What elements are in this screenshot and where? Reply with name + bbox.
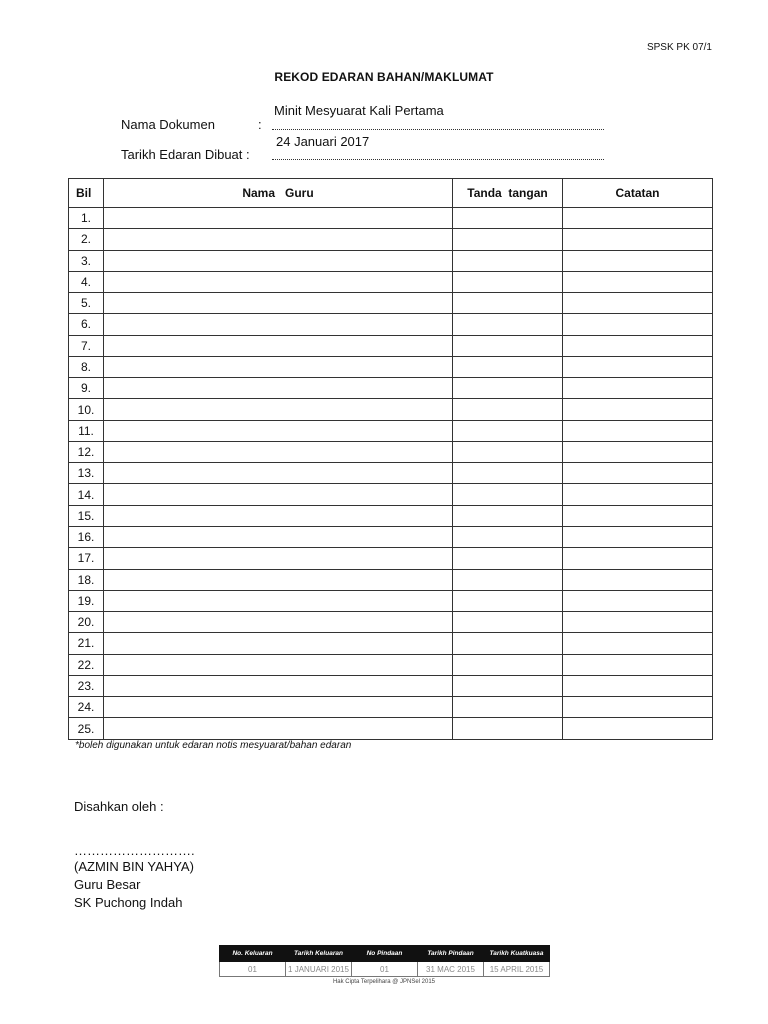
catatan-cell[interactable]: [563, 484, 713, 505]
catatan-cell[interactable]: [563, 675, 713, 696]
catatan-cell[interactable]: [563, 229, 713, 250]
document-name-value: Minit Mesyuarat Kali Pertama: [274, 103, 444, 118]
row-number: 22.: [69, 654, 104, 675]
row-number: 4.: [69, 271, 104, 292]
tanda-tangan-cell[interactable]: [453, 654, 563, 675]
tanda-tangan-cell[interactable]: [453, 250, 563, 271]
rev-tarikh-keluaran: 1 JANUARI 2015: [286, 962, 352, 977]
header-bil: Bil: [69, 179, 104, 208]
copyright: Hak Cipta Terpelihara @ JPNSel 2015: [332, 979, 436, 985]
table-row: [69, 335, 713, 356]
table-row: [69, 526, 713, 547]
table-header-row: [69, 179, 713, 208]
table-row: [69, 463, 713, 484]
nama-guru-cell[interactable]: [104, 548, 453, 569]
nama-guru-cell[interactable]: [104, 229, 453, 250]
document-name-line: [272, 129, 604, 130]
row-number: 12.: [69, 441, 104, 462]
tanda-tangan-cell[interactable]: [453, 569, 563, 590]
rev-no-keluaran: 01: [220, 962, 286, 977]
catatan-cell[interactable]: [563, 590, 713, 611]
row-number: 15.: [69, 505, 104, 526]
document-name-label: Nama Dokumen: [121, 117, 215, 132]
nama-guru-cell[interactable]: [104, 697, 453, 718]
rev-tarikh-pindaan: 31 MAC 2015: [418, 962, 484, 977]
table-row: [69, 590, 713, 611]
catatan-cell[interactable]: [563, 208, 713, 229]
table-row: [69, 208, 713, 229]
tanda-tangan-cell[interactable]: [453, 271, 563, 292]
nama-guru-cell[interactable]: [104, 463, 453, 484]
page-title: REKOD EDARAN BAHAN/MAKLUMAT: [274, 70, 494, 84]
table-row: [69, 697, 713, 718]
nama-guru-cell[interactable]: [104, 654, 453, 675]
table-row: [69, 293, 713, 314]
row-number: 17.: [69, 548, 104, 569]
nama-guru-cell[interactable]: [104, 208, 453, 229]
row-number: 11.: [69, 420, 104, 441]
rev-header-no-keluaran: No. Keluaran: [220, 946, 286, 962]
table-row: [69, 569, 713, 590]
header-tanda-tangan: Tanda tangan: [453, 179, 563, 208]
catatan-cell[interactable]: [563, 654, 713, 675]
nama-guru-cell[interactable]: [104, 675, 453, 696]
table-row: [69, 229, 713, 250]
row-number: 23.: [69, 675, 104, 696]
date-value: 24 Januari 2017: [276, 134, 370, 149]
row-number: 7.: [69, 335, 104, 356]
table-row: [69, 548, 713, 569]
nama-guru-cell[interactable]: [104, 378, 453, 399]
date-label: Tarikh Edaran Dibuat :: [121, 147, 250, 162]
table-row: [69, 675, 713, 696]
tanda-tangan-cell[interactable]: [453, 590, 563, 611]
catatan-cell[interactable]: [563, 293, 713, 314]
row-number: 8.: [69, 356, 104, 377]
catatan-cell[interactable]: [563, 463, 713, 484]
tanda-tangan-cell[interactable]: [453, 399, 563, 420]
catatan-cell[interactable]: [563, 271, 713, 292]
row-number: 21.: [69, 633, 104, 654]
table-row: [69, 484, 713, 505]
rev-header-tarikh-kuatkuasa: Tarikh Kuatkuasa: [484, 946, 550, 962]
catatan-cell[interactable]: [563, 697, 713, 718]
tanda-tangan-cell[interactable]: [453, 356, 563, 377]
tanda-tangan-cell[interactable]: [453, 675, 563, 696]
row-number: 10.: [69, 399, 104, 420]
approved-by-label: Disahkan oleh :: [74, 799, 164, 814]
row-number: 6.: [69, 314, 104, 335]
catatan-cell[interactable]: [563, 548, 713, 569]
catatan-cell[interactable]: [563, 526, 713, 547]
tanda-tangan-cell[interactable]: [453, 484, 563, 505]
row-number: 19.: [69, 590, 104, 611]
table-row: [69, 378, 713, 399]
nama-guru-cell[interactable]: [104, 271, 453, 292]
nama-guru-cell[interactable]: [104, 484, 453, 505]
tanda-tangan-cell[interactable]: [453, 208, 563, 229]
table-row: [69, 505, 713, 526]
signatory-name: (AZMIN BIN YAHYA): [74, 859, 194, 874]
tanda-tangan-cell[interactable]: [453, 718, 563, 740]
nama-guru-cell[interactable]: [104, 569, 453, 590]
row-number: 14.: [69, 484, 104, 505]
tanda-tangan-cell[interactable]: [453, 612, 563, 633]
catatan-cell[interactable]: [563, 250, 713, 271]
nama-guru-cell[interactable]: [104, 633, 453, 654]
catatan-cell[interactable]: [563, 441, 713, 462]
table-row: [69, 654, 713, 675]
nama-guru-cell[interactable]: [104, 590, 453, 611]
document-name-colon: :: [258, 117, 262, 132]
catatan-cell[interactable]: [563, 612, 713, 633]
header-catatan: Catatan: [563, 179, 713, 208]
catatan-cell[interactable]: [563, 420, 713, 441]
nama-guru-cell[interactable]: [104, 356, 453, 377]
row-number: 5.: [69, 293, 104, 314]
table-row: [69, 271, 713, 292]
tanda-tangan-cell[interactable]: [453, 378, 563, 399]
rev-header-no-pindaan: No Pindaan: [352, 946, 418, 962]
tanda-tangan-cell[interactable]: [453, 633, 563, 654]
row-number: 9.: [69, 378, 104, 399]
catatan-cell[interactable]: [563, 356, 713, 377]
nama-guru-cell[interactable]: [104, 250, 453, 271]
nama-guru-cell[interactable]: [104, 526, 453, 547]
row-number: 3.: [69, 250, 104, 271]
catatan-cell[interactable]: [563, 505, 713, 526]
tanda-tangan-cell[interactable]: [453, 697, 563, 718]
row-number: 1.: [69, 208, 104, 229]
table-row: [69, 356, 713, 377]
distribution-table: [68, 178, 713, 740]
row-number: 24.: [69, 697, 104, 718]
tanda-tangan-cell[interactable]: [453, 505, 563, 526]
table-row: [69, 612, 713, 633]
tanda-tangan-cell[interactable]: [453, 441, 563, 462]
footnote: *boleh digunakan untuk edaran notis mesyuarat/bahan edaran: [75, 740, 352, 751]
tanda-tangan-cell[interactable]: [453, 420, 563, 441]
row-number: 2.: [69, 229, 104, 250]
rev-no-pindaan: 01: [352, 962, 418, 977]
table-row: [69, 633, 713, 654]
nama-guru-cell[interactable]: [104, 420, 453, 441]
signatory-school: SK Puchong Indah: [74, 895, 183, 910]
tanda-tangan-cell[interactable]: [453, 229, 563, 250]
revision-values-row: [220, 962, 550, 977]
tanda-tangan-cell[interactable]: [453, 526, 563, 547]
nama-guru-cell[interactable]: [104, 293, 453, 314]
nama-guru-cell[interactable]: [104, 505, 453, 526]
revision-table: [219, 945, 550, 977]
catatan-cell[interactable]: [563, 314, 713, 335]
tanda-tangan-cell[interactable]: [453, 463, 563, 484]
nama-guru-cell[interactable]: [104, 441, 453, 462]
nama-guru-cell[interactable]: [104, 612, 453, 633]
rev-header-tarikh-pindaan: Tarikh Pindaan: [418, 946, 484, 962]
catatan-cell[interactable]: [563, 718, 713, 740]
row-number: 16.: [69, 526, 104, 547]
row-number: 13.: [69, 463, 104, 484]
table-row: [69, 399, 713, 420]
signature-line: ……………………….: [74, 843, 195, 858]
catatan-cell[interactable]: [563, 569, 713, 590]
table-row: [69, 420, 713, 441]
catatan-cell[interactable]: [563, 378, 713, 399]
nama-guru-cell[interactable]: [104, 718, 453, 740]
table-row: [69, 441, 713, 462]
revision-header-row: [220, 946, 550, 962]
date-line: [272, 159, 604, 160]
nama-guru-cell[interactable]: [104, 399, 453, 420]
table-row: [69, 250, 713, 271]
row-number: 25.: [69, 718, 104, 740]
catatan-cell[interactable]: [563, 399, 713, 420]
table-row: [69, 314, 713, 335]
catatan-cell[interactable]: [563, 633, 713, 654]
signatory-position: Guru Besar: [74, 877, 141, 892]
rev-tarikh-kuatkuasa: 15 APRIL 2015: [484, 962, 550, 977]
nama-guru-cell[interactable]: [104, 335, 453, 356]
row-number: 18.: [69, 569, 104, 590]
tanda-tangan-cell[interactable]: [453, 335, 563, 356]
catatan-cell[interactable]: [563, 335, 713, 356]
form-code: SPSK PK 07/1: [646, 42, 712, 53]
tanda-tangan-cell[interactable]: [453, 314, 563, 335]
table-row: [69, 718, 713, 740]
tanda-tangan-cell[interactable]: [453, 548, 563, 569]
rev-header-tarikh-keluaran: Tarikh Keluaran: [286, 946, 352, 962]
nama-guru-cell[interactable]: [104, 314, 453, 335]
tanda-tangan-cell[interactable]: [453, 293, 563, 314]
row-number: 20.: [69, 612, 104, 633]
header-nama-guru: Nama Guru: [104, 179, 453, 208]
